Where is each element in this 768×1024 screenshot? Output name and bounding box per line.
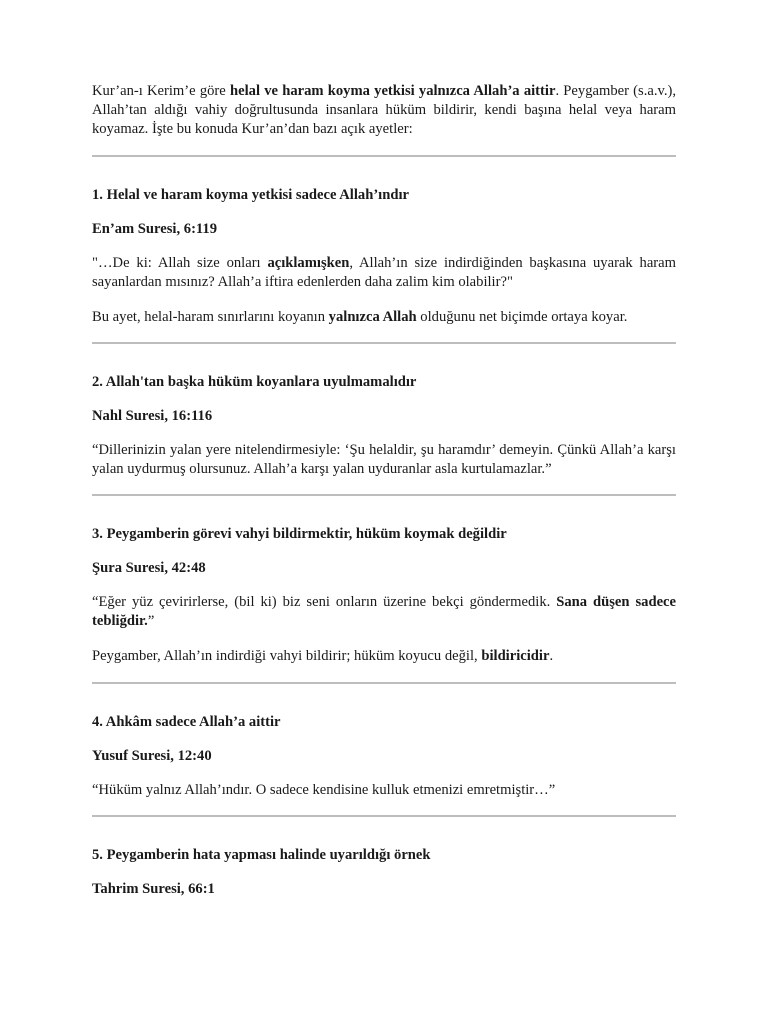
section-heading: 4. Ahkâm sadece Allah’a aittir (92, 714, 281, 730)
verse-quote: "…De ki: Allah size onları açıklamışken, Allah’ın size indirdiğinden başkasına uyarak haram sayanlardan mısınız? Allah’a iftira edenlerden daha zalim kim olabilir?" (92, 255, 676, 290)
section-divider (92, 815, 676, 817)
section-divider (92, 494, 676, 496)
commentary-paragraph: Bu ayet, helal-haram sınırlarını koyanın yalnızca Allah olduğunu net biçimde ortaya koyar. (92, 309, 628, 325)
section-heading: 5. Peygamberin hata yapması halinde uyarıldığı örnek (92, 847, 431, 863)
sura-reference: Nahl Suresi, 16:116 (92, 408, 213, 424)
section-divider (92, 155, 676, 157)
section-heading: 2. Allah'tan başka hüküm koyanlara uyulmamalıdır (92, 374, 417, 390)
sura-reference: En’am Suresi, 6:119 (92, 221, 218, 237)
sura-reference: Yusuf Suresi, 12:40 (92, 748, 212, 764)
commentary-paragraph: Peygamber, Allah’ın indirdiği vahyi bildirir; hüküm koyucu değil, bildiricidir. (92, 648, 554, 664)
intro-text-1: Kur’an-ı Kerim’e göre (92, 83, 230, 99)
section-heading: 1. Helal ve haram koyma yetkisi sadece Allah’ındır (92, 187, 410, 203)
sura-reference: Tahrim Suresi, 66:1 (92, 881, 215, 897)
section-heading: 3. Peygamberin görevi vahyi bildirmektir, hüküm koymak değildir (92, 526, 507, 542)
verse-quote: “Dillerinizin yalan yere nitelendirmesiyle: ‘Şu helaldir, şu haramdır’ demeyin. Çünkü Allah’a karşı yalan uydurmuş olursunuz. Allah’a karşı yalan uyduranlar asla kurtulamazlar.” (92, 442, 676, 477)
commentary-emphasis: bildiricidir (481, 648, 550, 664)
intro-paragraph (92, 82, 676, 139)
verse-emphasis: Sana düşen sadece tebliğdir. (92, 594, 677, 629)
sura-reference: Şura Suresi, 42:48 (92, 560, 206, 576)
section-divider (92, 342, 676, 344)
intro-bold-text: helal ve haram koyma yetkisi yalnızca Allah’a aittir (230, 83, 556, 99)
verse-quote: “Hüküm yalnız Allah’ındır. O sadece kendisine kulluk etmenizi emretmiştir…” (92, 782, 556, 798)
verse-emphasis: açıklamışken (267, 255, 350, 271)
verse-quote: “Eğer yüz çevirirlerse, (bil ki) biz seni onların üzerine bekçi göndermedik. Sana düşen sadece tebliğdir.” (92, 594, 677, 629)
document-body (92, 82, 676, 899)
intro-text-2: . Peygamber (s.a.v.), Allah’tan aldığı vahiy doğrultusunda insanlara hüküm bildirir, kendi başına helal veya haram koyamaz. İşte bu konuda Kur’an’dan bazı açık ayetler: (92, 83, 676, 137)
section-divider (92, 682, 676, 684)
commentary-emphasis: yalnızca Allah (328, 309, 417, 325)
